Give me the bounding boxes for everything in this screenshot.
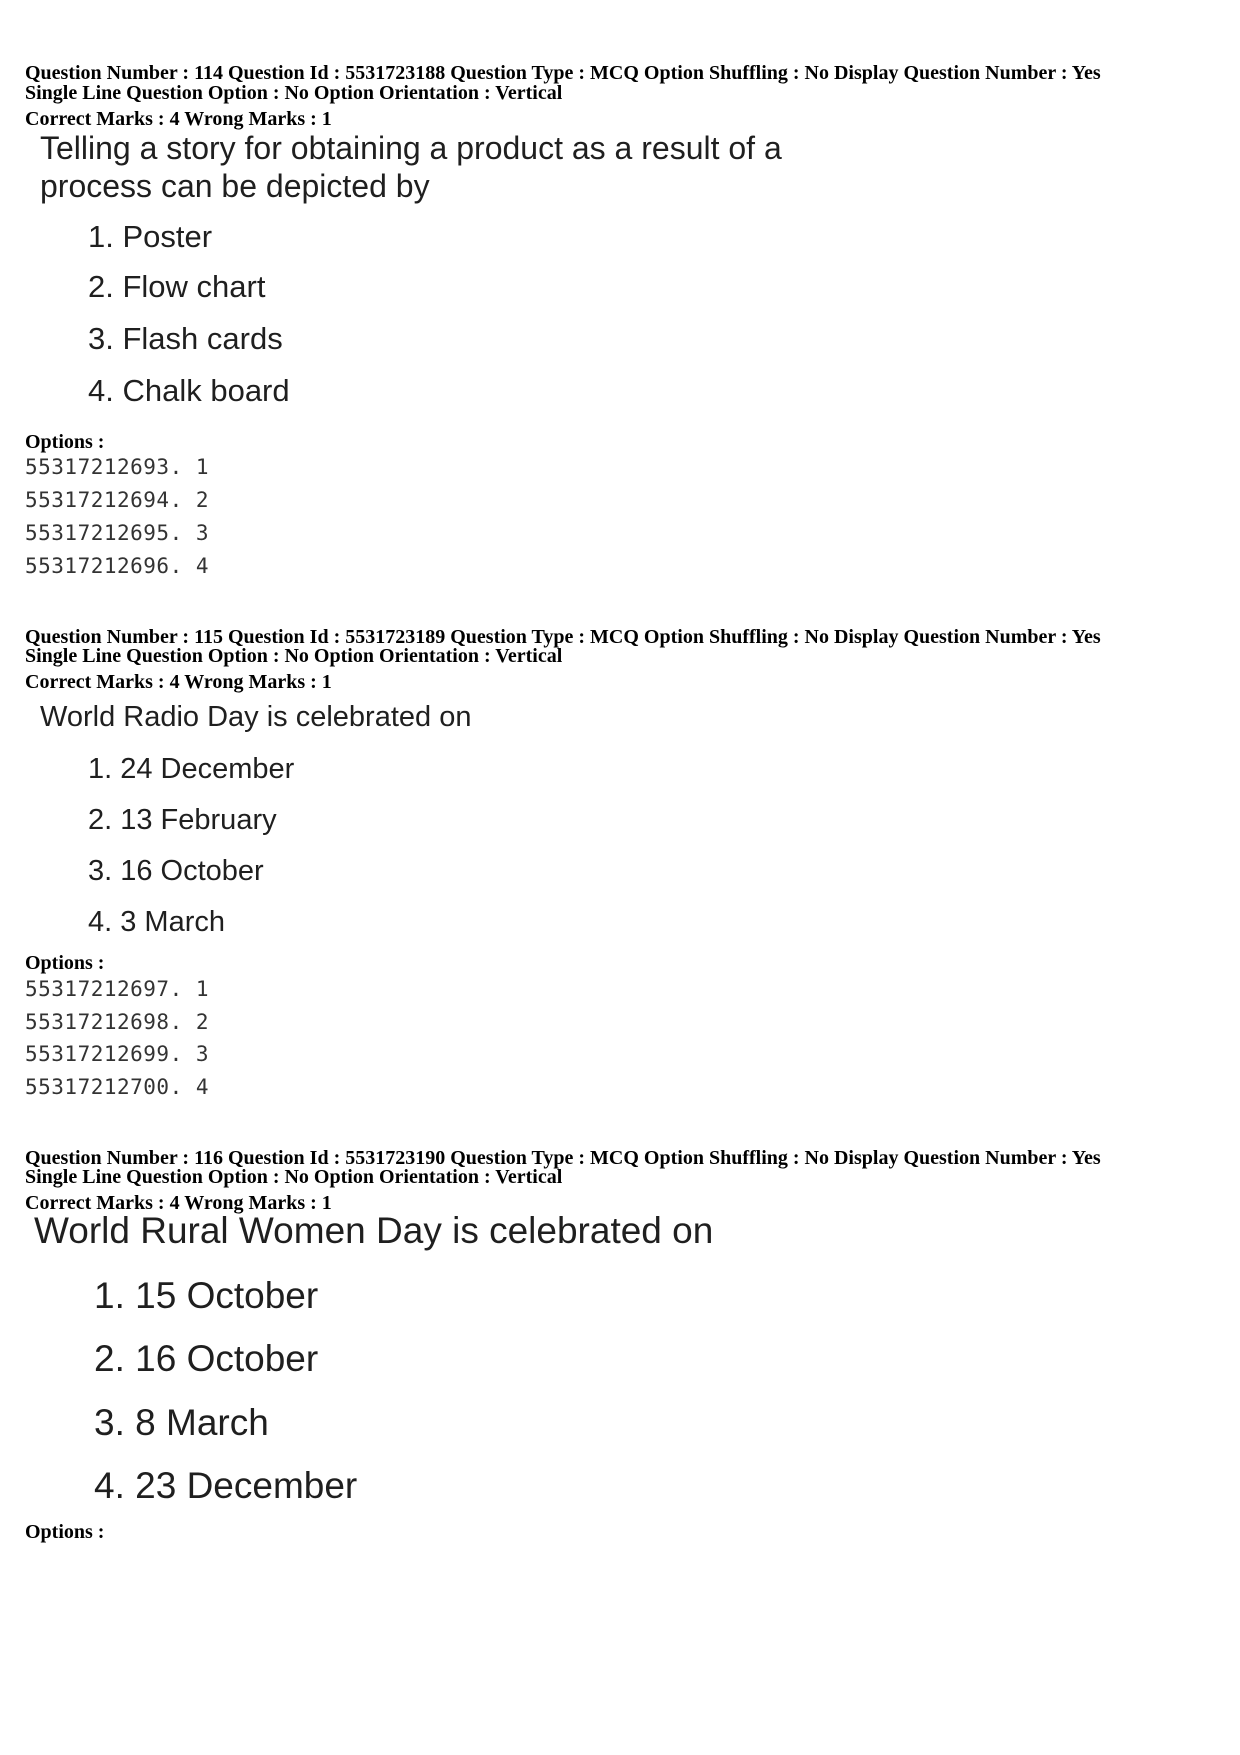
- question-meta-line2: Single Line Question Option : No Option Orientation : Vertical: [25, 82, 563, 104]
- option-row: 55317212693. 1: [25, 455, 210, 479]
- option-row: 55317212695. 3: [25, 521, 210, 545]
- question-text-line: World Rural Women Day is celebrated on: [34, 1210, 714, 1251]
- question-meta-line2: Single Line Question Option : No Option Orientation : Vertical: [25, 645, 563, 667]
- options-label: Options :: [25, 431, 105, 453]
- choice-item: 2. 16 October: [94, 1338, 319, 1379]
- choice-item: 2. Flow chart: [88, 269, 266, 304]
- choice-item: 3. 16 October: [88, 855, 264, 887]
- question-text-line: process can be depicted by: [40, 168, 430, 204]
- question-marks: Correct Marks : 4 Wrong Marks : 1: [25, 671, 332, 693]
- question-meta-line1: Question Number : 114 Question Id : 5531723188 Question Type : MCQ Option Shuffling : No Display Question Number : Yes: [25, 62, 1101, 84]
- options-label: Options :: [25, 1521, 105, 1543]
- choice-item: 2. 13 February: [88, 804, 277, 836]
- question-text-line: World Radio Day is celebrated on: [40, 701, 472, 733]
- choice-item: 4. 23 December: [94, 1465, 358, 1506]
- question-text-line: Telling a story for obtaining a product as a result of a: [40, 130, 782, 166]
- option-row: 55317212698. 2: [25, 1010, 210, 1034]
- option-row: 55317212700. 4: [25, 1075, 210, 1099]
- choice-item: 1. 15 October: [94, 1275, 319, 1316]
- question-meta-line1: Question Number : 115 Question Id : 5531723189 Question Type : MCQ Option Shuffling : No Display Question Number : Yes: [25, 626, 1101, 648]
- question-marks: Correct Marks : 4 Wrong Marks : 1: [25, 1192, 332, 1214]
- choice-item: 4. Chalk board: [88, 373, 290, 408]
- choice-item: 4. 3 March: [88, 906, 225, 938]
- choice-item: 1. 24 December: [88, 753, 295, 785]
- question-marks: Correct Marks : 4 Wrong Marks : 1: [25, 108, 332, 130]
- question-meta-line1: Question Number : 116 Question Id : 5531723190 Question Type : MCQ Option Shuffling : No Display Question Number : Yes: [25, 1147, 1101, 1169]
- options-label: Options :: [25, 952, 105, 974]
- option-row: 55317212697. 1: [25, 977, 210, 1001]
- choice-item: 3. Flash cards: [88, 321, 283, 356]
- question-meta-line2: Single Line Question Option : No Option Orientation : Vertical: [25, 1166, 563, 1188]
- option-row: 55317212694. 2: [25, 488, 210, 512]
- option-row: 55317212696. 4: [25, 554, 210, 578]
- choice-item: 1. Poster: [88, 219, 213, 254]
- choice-item: 3. 8 March: [94, 1402, 269, 1443]
- option-row: 55317212699. 3: [25, 1042, 210, 1066]
